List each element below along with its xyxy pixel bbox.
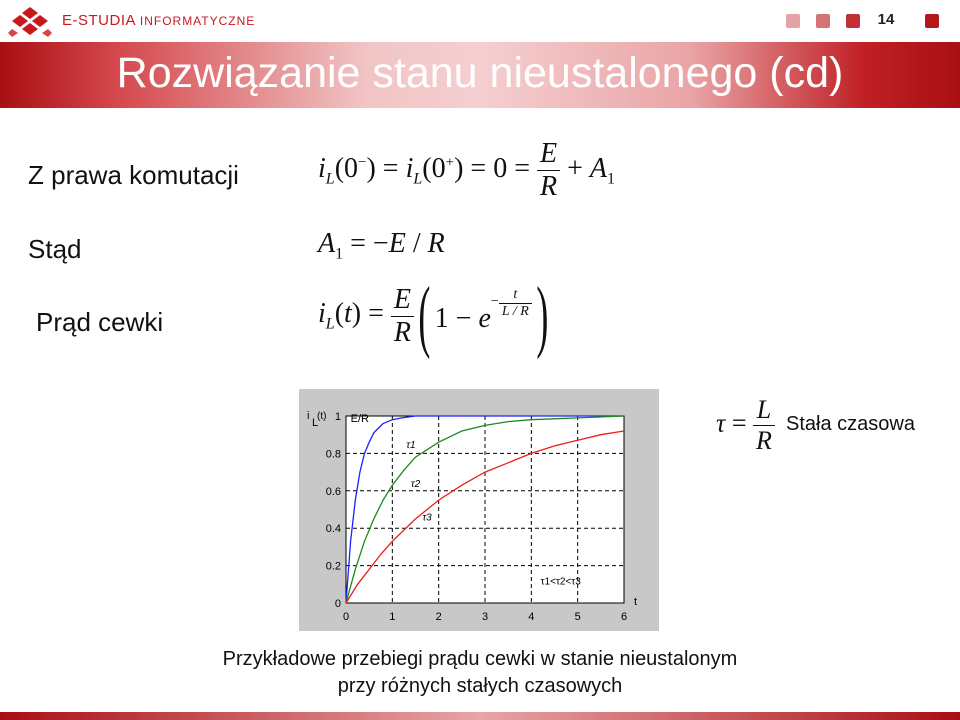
label-z-prawa-komutacji: Z prawa komutacji [28, 160, 239, 190]
y-tick-label: 0.6 [325, 485, 341, 498]
equation-tau: τ = $\frac{L}{R}$ [716, 395, 775, 456]
x-tick-label: 3 [481, 611, 489, 623]
y-axis-label-sub: L [312, 417, 319, 429]
series-label-1: τ1 [406, 439, 416, 451]
x-tick-label: 2 [435, 611, 442, 623]
y-tick-label: 0.8 [325, 448, 341, 461]
label-stala-czasowa: Stała czasowa [786, 413, 915, 435]
equation-commutation: $i_L(0^-) = i_L(0^+) = 0$ = $\frac{E}{R}$ + $A_1$ [318, 138, 616, 202]
y-tick-label: 0 [334, 598, 341, 610]
label-stad: Stąd [28, 234, 82, 264]
x-tick-label: 1 [389, 611, 396, 623]
label-prad-cewki: Prąd cewki [36, 307, 164, 337]
series-label-2: τ2 [410, 479, 421, 491]
y-tick-label: 0.2 [325, 560, 341, 573]
x-tick-label: 0 [342, 611, 350, 623]
slide-title: Rozwiązanie stanu nieustalonego (cd) [116, 49, 844, 97]
order-annotation: τ1<τ2<τ3 [540, 576, 581, 588]
x-axis-label: t [634, 596, 638, 608]
footer-bar [0, 712, 960, 720]
brand-main: E-STUDIA [62, 12, 136, 29]
equation-inductor-current: $i_L(t)$ = $\frac{E}{R}$ ( $1 - e^{- \frac{t}{L / R}}$ ) [318, 272, 549, 360]
y-axis-label-arg: (t) [317, 411, 327, 422]
brand-sub: INFORMATYCZNE [139, 14, 256, 28]
asymptote-label: E/R [350, 413, 369, 425]
x-tick-label: 5 [574, 611, 581, 623]
y-tick-label: 0.4 [325, 523, 341, 536]
y-axis-label: i [307, 410, 310, 422]
chart-caption [0, 646, 960, 700]
equation-a1: $A_1 = -E / R$ [318, 228, 445, 263]
y-tick-label: 1 [334, 411, 341, 423]
x-tick-label: 6 [620, 611, 628, 623]
series-label-3: τ3 [422, 512, 432, 524]
caption-line-1: Przykładowe przebiegi prądu cewki w stanie nieustalonym [222, 648, 738, 670]
page-number: 14 [877, 11, 895, 28]
x-tick-label: 4 [528, 611, 535, 623]
caption-line-2: przy różnych stałych czasowych [337, 675, 623, 697]
